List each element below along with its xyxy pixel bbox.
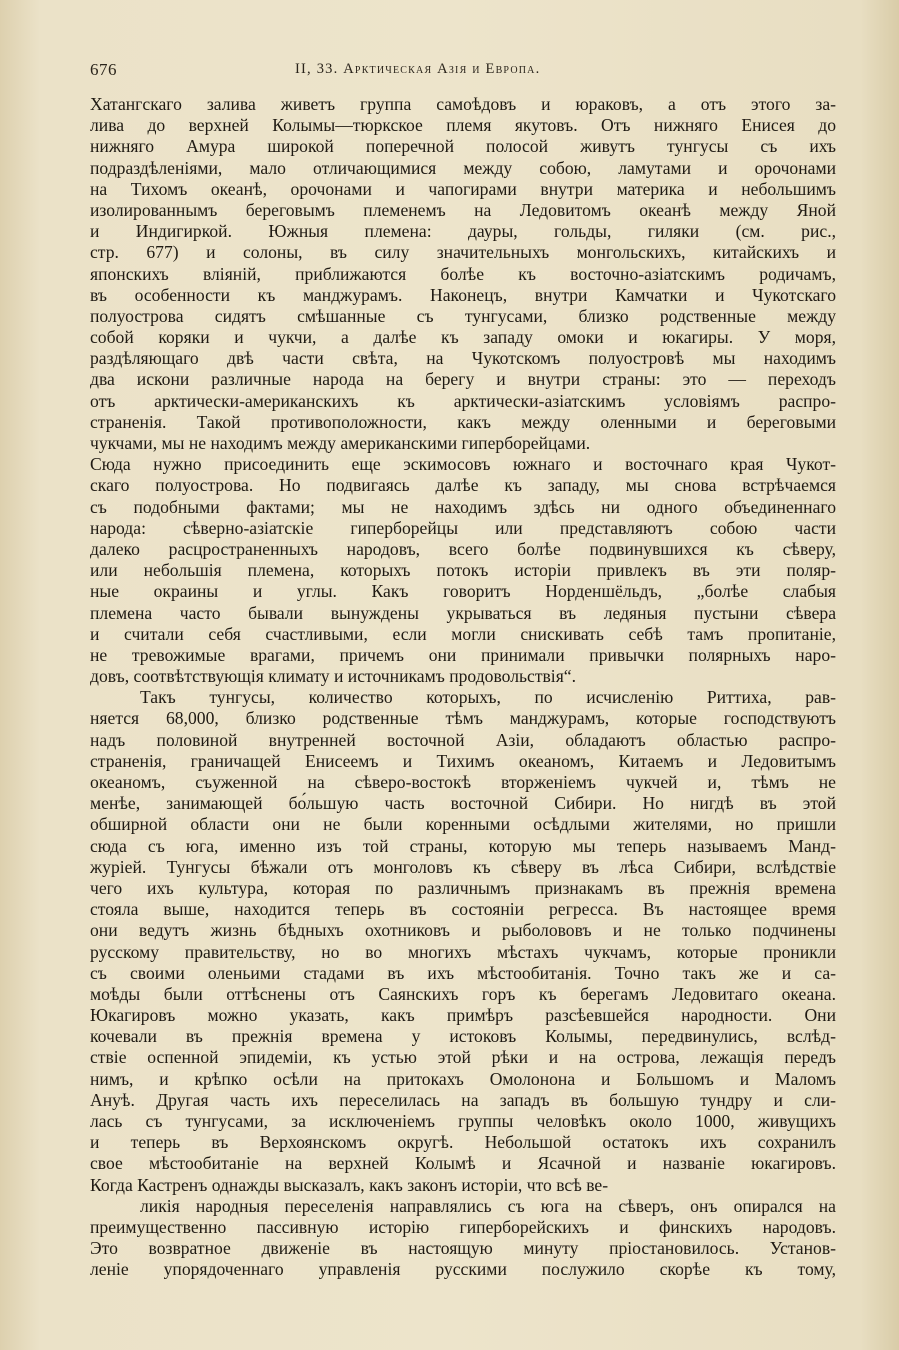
text-line: журіей. Тунгусы бѣжали отъ монголовъ къ сѣверу въ лѣса Сибири, вслѣдствіе (90, 856, 836, 877)
text-line: леніе упорядоченнаго управленія русскими послужило скорѣе къ тому, (90, 1259, 836, 1280)
text-line: отъ арктически-американскихъ къ арктически-азіатскимъ условіямъ распро- (90, 390, 836, 411)
text-line: чукчами, мы не находимъ между американскими гиперборейцами. (90, 433, 591, 453)
text-line: надъ половиной внутренней восточной Азіи, обладаютъ областью распро- (90, 729, 836, 750)
text-line: Юкагировъ можно указать, какъ примѣръ разсѣевшейся народности. Они (90, 1005, 836, 1026)
text-line: племена часто бывали вынуждены укрываться въ ледяныя пустыни сѣвера (90, 602, 836, 623)
text-line: преимущественно пассивную исторію гиперборейскихъ и финскихъ народовъ. (90, 1216, 836, 1237)
text-line: моѣды были оттѣснены отъ Саянскихъ горъ къ берегамъ Ледовитаго океана. (90, 983, 836, 1004)
text-line: обширной области они не были коренными осѣдлыми жителями, но пришли (90, 814, 836, 835)
text-line: они ведутъ жизнь бѣдныхъ охотниковъ и рыболововъ и не только подчинены (90, 920, 836, 941)
text-line: съ подобными фактами; мы не находимъ здѣсь ни одного объединеннаго (90, 496, 836, 517)
text-line: кочевали въ прежнія времена у истоковъ Колымы, передвинулись, вслѣд- (90, 1026, 836, 1047)
text-line: Сюда нужно присоединить еще эскимосовъ южнаго и восточнаго края Чукот- (90, 454, 836, 475)
text-line: свое мѣстообитаніе на верхней Колымѣ и Ясачной и названіе юкагировъ. (90, 1153, 836, 1174)
text-line: стояла выше, находится теперь въ состояніи регресса. Въ настоящее время (90, 899, 836, 920)
text-line: сюда съ юга, именно изъ той страны, которую мы теперь называемъ Манд- (90, 835, 836, 856)
text-line: и теперь въ Верхоянскомъ округѣ. Небольшой остатокъ ихъ сохранилъ (90, 1132, 836, 1153)
text-line: подраздѣленіями, мало отличающимися между собою, ламутами и орочонами (90, 157, 836, 178)
text-line: ликія народныя переселенія направлялись съ юга на сѣверъ, онъ опирался на (140, 1195, 836, 1216)
text-line: Это возвратное движеніе въ настоящую минуту пріостановилось. Установ- (90, 1238, 836, 1259)
text-line: няется 68,000, близко родственные тѣмъ манджурамъ, которые господствуютъ (90, 708, 836, 729)
section-title: II, 33. Арктическая Азія и Европа. (295, 61, 541, 77)
text-line: собой коряки и чукчи, а далѣе къ западу омоки и юкагиры. У моря, (90, 327, 836, 348)
text-line: на Тихомъ океанѣ, орочонами и чапогирами внутри материка и небольшимъ (90, 178, 836, 199)
text-line: въ особенности къ манджурамъ. Наконецъ, внутри Камчатки и Чукотскаго (90, 284, 836, 305)
page-number: 676 (90, 60, 117, 79)
text-line: Когда Кастренъ однажды высказалъ, какъ законъ исторіи, что всѣ ве- (90, 1174, 609, 1195)
text-line: ные окраины и углы. Какъ говоритъ Норденшёльдъ, „болѣе слабыя (90, 581, 836, 602)
text-line: изолированнымъ береговымъ племенемъ на Ледовитомъ океанѣ между Яной (90, 199, 836, 220)
text-line: съ своими оленьими стадами въ ихъ мѣстообитанія. Точно такъ же и са- (90, 962, 836, 983)
text-line: полуострова сидятъ смѣшанные съ тунгусами, близко родственные между (90, 305, 836, 326)
text-line: два искони различные народа на берегу и внутри страны: это — переходъ (90, 369, 836, 390)
text-line: не тревожимые врагами, причемъ они принимали привычки полярныхъ наро- (90, 644, 836, 665)
text-line: лива до верхней Колымы—тюркское племя якутовъ. Отъ нижняго Енисея до (90, 115, 836, 136)
text-line: и Индигиркой. Южныя племена: дауры, гольды, гиляки (см. рис., (90, 221, 836, 242)
text-line: океаномъ, съуженной на сѣверо-востокѣ вторженіемъ чукчей и, тѣмъ не (90, 772, 836, 792)
text-line: Хатангскаго залива живетъ группа самоѣдовъ и юраковъ, а отъ этого за- (90, 94, 836, 114)
body-text (90, 94, 836, 1281)
text-line: или небольшія племена, которыхъ потокъ исторіи привлекъ въ эти поляр- (90, 560, 836, 581)
text-line: довъ, соотвѣтствующія климату и источникамъ продовольствія“. (90, 666, 577, 687)
text-line: менѣе, занимающей бо́льшую часть восточной Сибири. Но нигдѣ въ этой (90, 793, 836, 814)
running-head (90, 60, 840, 86)
text-line: страненія. Такой противоположности, какъ между оленными и береговыми (90, 411, 836, 432)
text-line: народа: сѣверно-азіатскіе гиперборейцы или представляютъ собою части (90, 517, 836, 538)
text-line: русскому правительству, но во многихъ мѣстахъ чукчамъ, которые проникли (90, 941, 836, 962)
text-line: и считали себя счастливыми, если могли снискивать себѣ тамъ пропитаніе, (90, 623, 836, 644)
text-line: скаго полуострова. Но подвигаясь далѣе къ западу, мы снова встрѣчаемся (90, 475, 836, 496)
text-line: Такъ тунгусы, количество которыхъ, по исчисленію Риттиха, рав- (140, 687, 836, 708)
text-line: чего ихъ культура, которая по различнымъ признакамъ въ прежнія времена (90, 877, 836, 898)
text-line: нимъ, и крѣпко осѣли на притокахъ Омолонона и Большомъ и Маломъ (90, 1068, 836, 1089)
text-line: стр. 677) и солоны, въ силу значительныхъ монгольскихъ, китайскихъ и (90, 242, 836, 263)
text-line: лась съ тунгусами, за исключеніемъ группы человѣкъ около 1000, живущихъ (90, 1111, 836, 1131)
text-line: японскихъ вліяній, приближаются болѣе къ восточно-азіатскимъ родичамъ, (90, 263, 836, 284)
text-line: далеко расцространенныхъ народовъ, всего болѣе подвинувшихся къ сѣверу, (90, 538, 836, 559)
text-line: нижняго Амура широкой поперечной полосой живутъ тунгусы съ ихъ (90, 136, 836, 157)
text-line: раздѣляющаго двѣ части свѣта, на Чукотскомъ полуостровѣ мы находимъ (90, 348, 836, 369)
text-line: Ануѣ. Другая часть ихъ переселилась на западъ въ большую тундру и сли- (90, 1089, 836, 1110)
text-line: страненія, граничащей Енисеемъ и Тихимъ океаномъ, Китаемъ и Ледовитымъ (90, 750, 836, 771)
text-line: ствіе оспенной эпидеміи, къ устью этой рѣки и на острова, лежащія передъ (90, 1047, 836, 1068)
